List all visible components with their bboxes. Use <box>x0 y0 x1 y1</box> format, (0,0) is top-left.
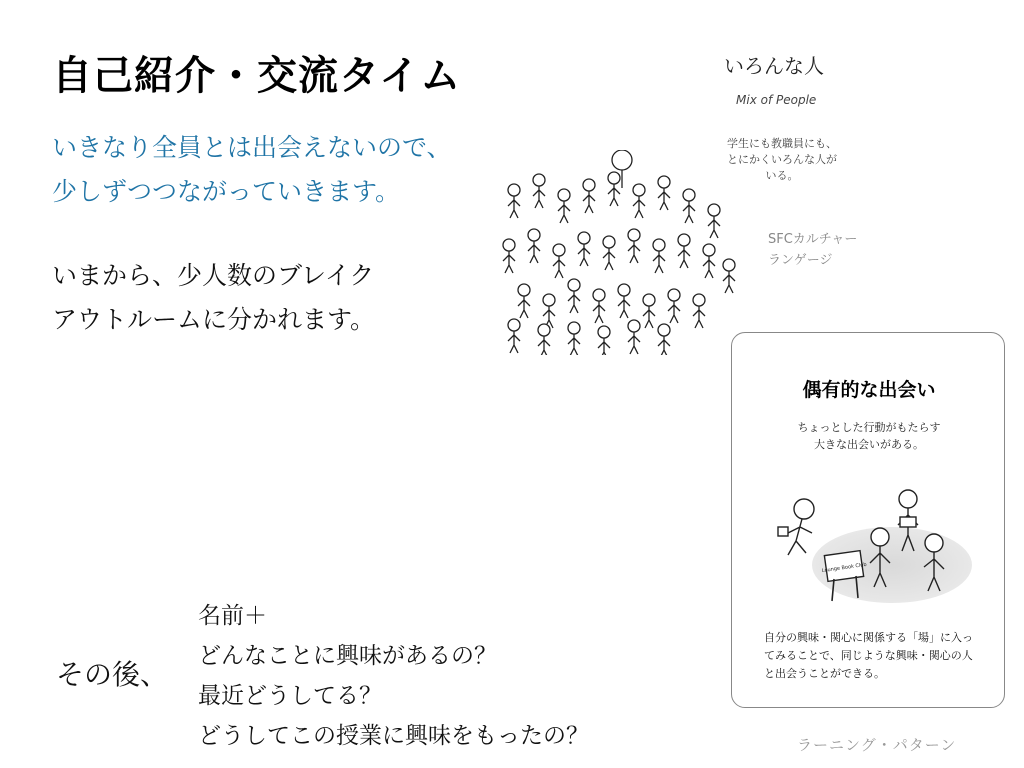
chance-body-line: 自分の興味・関心に関係する「場」に入っ <box>764 631 973 644</box>
crowd-figure <box>658 176 670 210</box>
slide-title: 自己紹介・交流タイム <box>52 53 462 99</box>
crowd-figure <box>653 239 665 273</box>
crowd-figure <box>723 259 735 293</box>
chance-body-line: てみることで、同じような興味・関心の人 <box>764 649 973 662</box>
mix-card-title: いろんな人 <box>724 54 824 78</box>
mix-desc-line: とにかくいろんな人がいる。 <box>727 153 837 182</box>
chance-card-title: 偶有的な出会い <box>802 379 936 401</box>
crowd-figure <box>583 179 595 213</box>
crowd-figure <box>508 184 520 218</box>
question-list <box>198 596 589 756</box>
chance-encounter-card <box>731 332 1005 708</box>
question-item: 最近どうしてる？ <box>198 683 382 709</box>
crowd-figure <box>683 189 695 223</box>
crowd-figure <box>608 172 620 206</box>
mix-desc-line: 学生にも教職員にも、 <box>727 137 837 150</box>
question-item: どうしてこの授業に興味をもったの？ <box>198 723 589 749</box>
crowd-figure <box>628 320 640 354</box>
crowd-figure <box>538 324 550 355</box>
subtitle <box>52 126 452 214</box>
crowd-figure <box>543 294 555 328</box>
chance-sub-line: ちょっとした行動がもたらす <box>797 421 941 434</box>
chance-body-line: と出会うことができる。 <box>764 667 885 680</box>
footer-label: ラーニング・パターン <box>797 736 957 754</box>
crowd-figure <box>633 184 645 218</box>
crowd-figure <box>593 289 605 323</box>
sign-text: Lounge Book Club <box>821 561 868 575</box>
crowd-figure <box>658 324 670 355</box>
crowd-figure <box>568 279 580 313</box>
crowd-figure <box>598 326 610 355</box>
chance-card-body <box>764 629 984 683</box>
crowd-figure <box>678 234 690 268</box>
crowd-figure <box>578 232 590 266</box>
chance-sub-line: 大きな出会いがある。 <box>814 438 924 451</box>
crowd-figure <box>708 204 720 238</box>
sfc-label <box>768 229 857 271</box>
crowd-illustration <box>494 150 744 355</box>
question-item: どんなことに興味があるの？ <box>198 643 497 669</box>
crowd-figure <box>503 239 515 273</box>
crowd-figure <box>508 319 520 353</box>
sfc-label-line: SFCカルチャー <box>768 232 858 247</box>
subtitle-line: いきなり全員とは出会えないので、 <box>52 133 452 162</box>
afterward-label: その後、 <box>56 658 169 691</box>
crowd-figure <box>628 229 640 263</box>
subtitle-line: 少しずつつながっていきます。 <box>52 177 401 206</box>
crowd-figure <box>603 236 615 270</box>
crowd-figure <box>558 189 570 223</box>
crowd-figure <box>553 244 565 278</box>
mix-card-title-en: Mix of People <box>736 93 817 107</box>
crowd-figure <box>533 174 545 208</box>
chance-card-subtitle <box>732 419 1006 453</box>
crowd-figure <box>528 229 540 263</box>
crowd-figure <box>518 284 530 318</box>
crowd-figure <box>643 294 655 328</box>
crowd-figure <box>703 244 715 278</box>
walking-person <box>778 499 814 555</box>
crowd-figure <box>668 289 680 323</box>
intro-line: いまから、少人数のブレイク <box>52 261 375 290</box>
crowd-figure <box>618 284 630 318</box>
intro-text <box>52 254 375 342</box>
encounter-illustration <box>762 483 976 613</box>
sfc-label-line: ランゲージ <box>768 253 833 268</box>
question-item: 名前＋ <box>198 603 267 629</box>
crowd-figure <box>568 322 580 355</box>
intro-line: アウトルームに分かれます。 <box>52 305 376 334</box>
crowd-figure <box>693 294 705 328</box>
